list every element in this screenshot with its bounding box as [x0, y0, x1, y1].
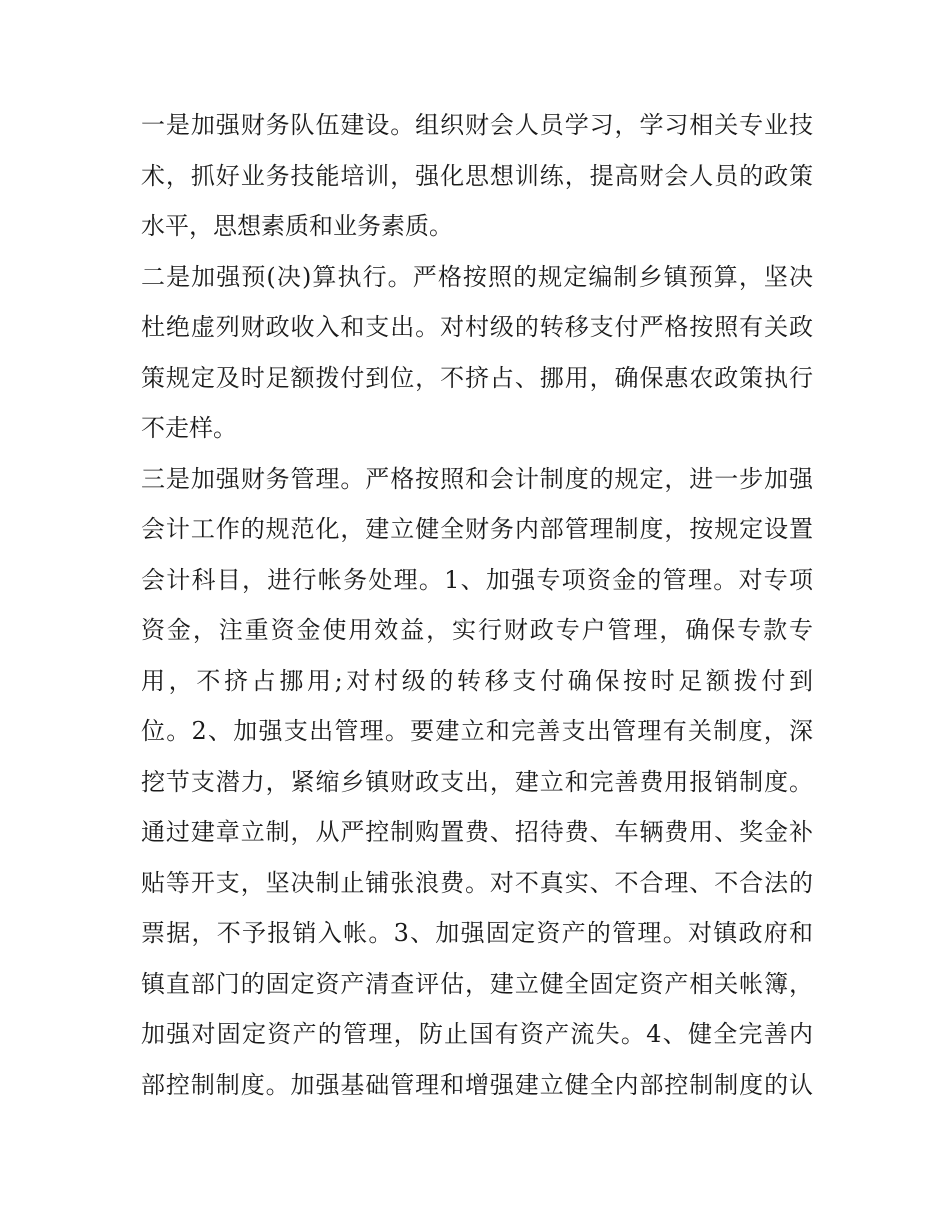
text-line: 三是加强财务管理。严格按照和会计制度的规定，进一步加强 [141, 464, 813, 493]
text-line: 部控制制度。加强基础管理和增强建立健全内部控制制度的认 [141, 1070, 813, 1099]
text-line: 水平，思想素质和业务素质。 [141, 212, 453, 240]
text-line: 会计科目，进行帐务处理。1、加强专项资金的管理。对专项 [141, 565, 813, 594]
text-line: 会计工作的规范化，建立健全财务内部管理制度，按规定设置 [141, 515, 813, 543]
document-body [141, 100, 813, 1110]
text-line: 挖节支潜力，紧缩乡镇财政支出，建立和完善费用报销制度。 [141, 767, 813, 796]
text-line: 策规定及时足额拨付到位，不挤占、挪用，确保惠农政策执行 [141, 363, 813, 392]
text-line: 加强对固定资产的管理，防止国有资产流失。4、健全完善内 [141, 1020, 813, 1048]
text-line: 不走样。 [141, 414, 237, 442]
text-line: 位。2、加强支出管理。要建立和完善支出管理有关制度，深 [141, 717, 813, 745]
paragraph-budget-execution [141, 252, 813, 454]
paragraph-finance-management [141, 454, 813, 1111]
text-line: 二是加强预(决)算执行。严格按照的规定编制乡镇预算，坚决 [141, 262, 813, 291]
text-line: 资金，注重资金使用效益，实行财政专户管理，确保专款专 [141, 616, 813, 644]
text-line: 杜绝虚列财政收入和支出。对村级的转移支付严格按照有关政 [141, 313, 813, 341]
text-line: 一是加强财务队伍建设。组织财会人员学习，学习相关专业技 [141, 111, 813, 139]
text-line: 贴等开支，坚决制止铺张浪费。对不真实、不合理、不合法的 [141, 868, 813, 897]
text-line: 镇直部门的固定资产清查评估，建立健全固定资产相关帐簿， [141, 969, 813, 998]
text-line: 术，抓好业务技能培训，强化思想训练，提高财会人员的政策 [141, 161, 813, 190]
text-line: 用，不挤占挪用;对村级的转移支付确保按时足额拨付到 [141, 666, 813, 695]
text-line: 通过建章立制，从严控制购置费、招待费、车辆费用、奖金补 [141, 818, 813, 846]
paragraph-finance-team [141, 100, 813, 252]
text-line: 票据，不予报销入帐。3、加强固定资产的管理。对镇政府和 [141, 919, 813, 947]
